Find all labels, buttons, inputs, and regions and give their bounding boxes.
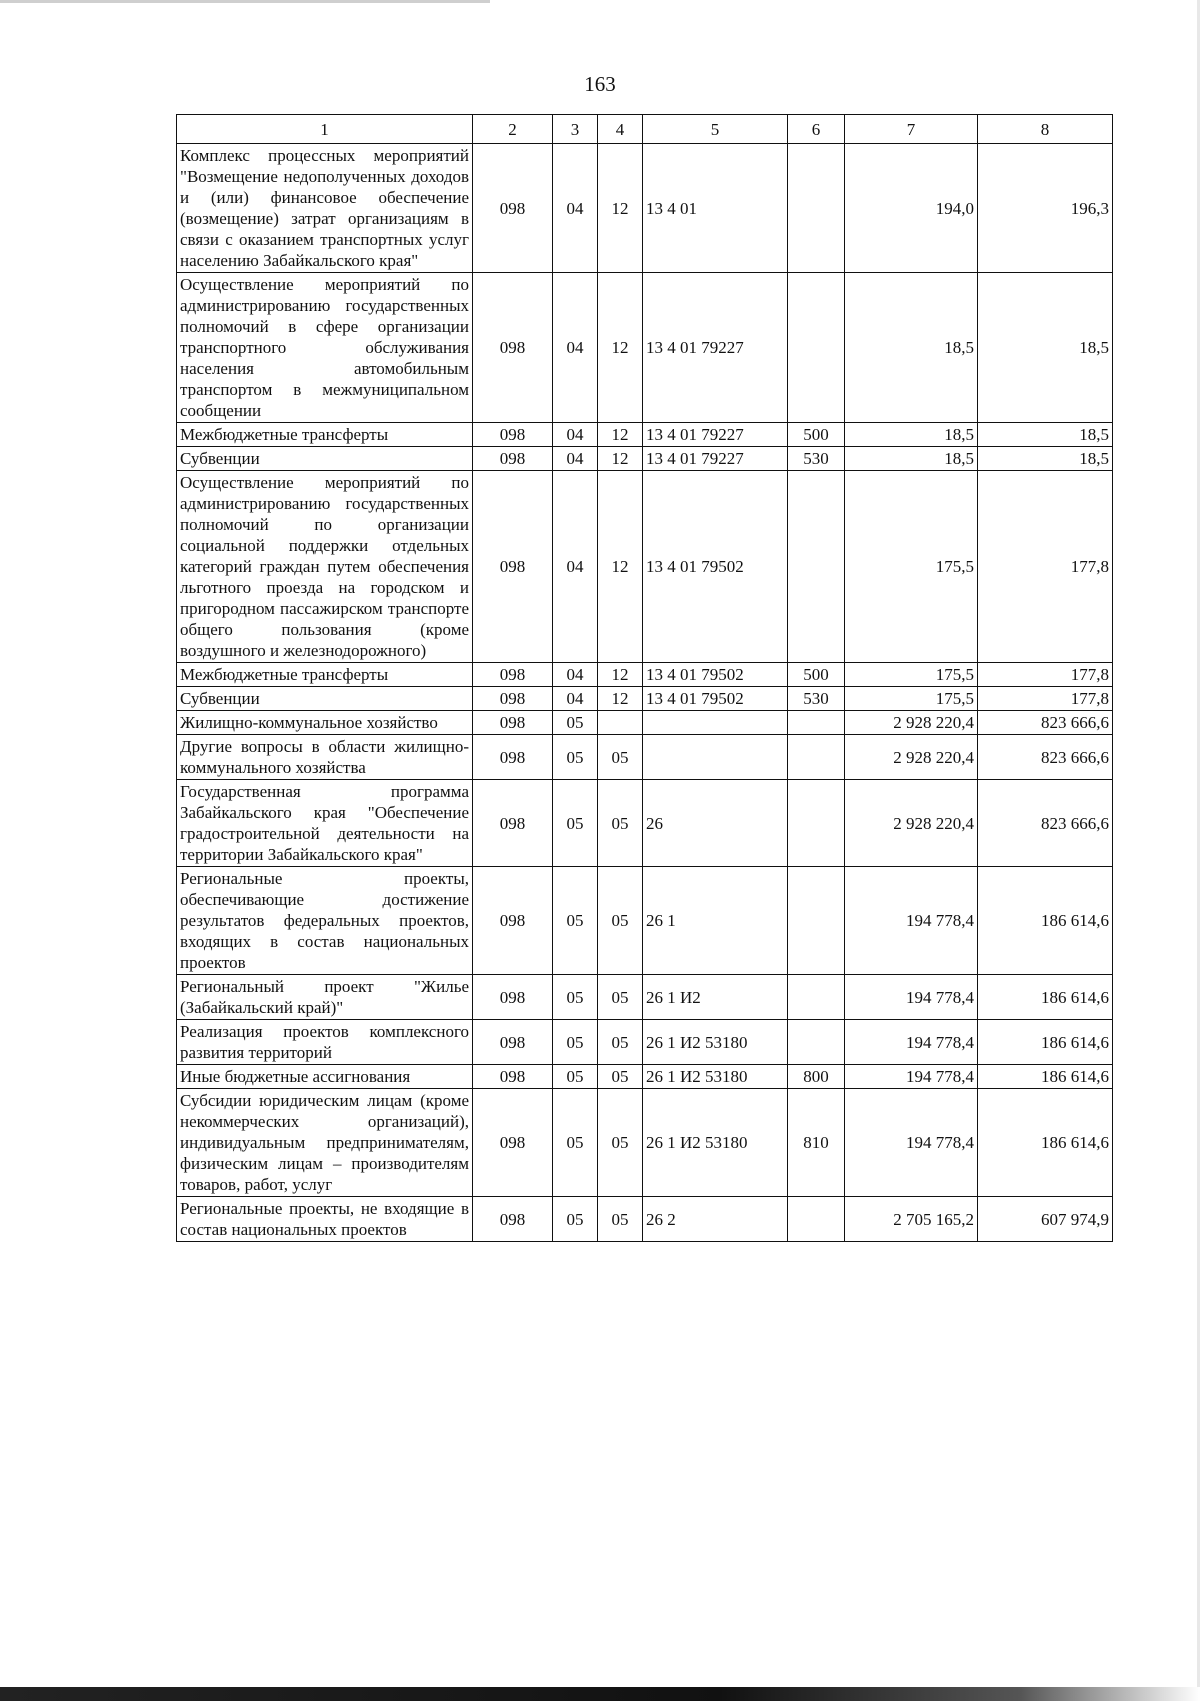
row-amount-year1: 194 778,4	[845, 867, 978, 975]
row-subsection-code: 05	[598, 1197, 643, 1242]
row-expense-type: 530	[788, 447, 845, 471]
row-section-code: 04	[553, 144, 598, 273]
scan-edge-top	[0, 0, 490, 3]
row-subsection-code: 05	[598, 1065, 643, 1089]
row-amount-year2: 186 614,6	[978, 867, 1113, 975]
row-name: Другие вопросы в области жилищно-коммунального хозяйства	[177, 735, 473, 780]
row-subsection-code: 12	[598, 273, 643, 423]
table-row	[177, 867, 1113, 975]
scan-edge-bottom	[0, 1687, 1200, 1701]
row-subsection-code: 12	[598, 663, 643, 687]
page-number: 163	[584, 72, 616, 96]
row-section-code: 05	[553, 1020, 598, 1065]
budget-table	[176, 114, 1113, 1242]
row-target-article: 26	[643, 780, 788, 867]
row-amount-year1: 194 778,4	[845, 1089, 978, 1197]
row-ministry-code: 098	[473, 471, 553, 663]
row-amount-year1: 175,5	[845, 663, 978, 687]
table-row	[177, 273, 1113, 423]
row-ministry-code: 098	[473, 867, 553, 975]
row-target-article: 26 1 И2 53180	[643, 1020, 788, 1065]
row-section-code: 04	[553, 471, 598, 663]
row-ministry-code: 098	[473, 1020, 553, 1065]
row-amount-year2: 823 666,6	[978, 780, 1113, 867]
row-target-article: 13 4 01 79227	[643, 447, 788, 471]
row-amount-year2: 177,8	[978, 663, 1113, 687]
row-amount-year2: 823 666,6	[978, 735, 1113, 780]
header-cell-3: 3	[553, 115, 598, 144]
row-amount-year2: 177,8	[978, 471, 1113, 663]
table-row	[177, 975, 1113, 1020]
row-expense-type: 500	[788, 663, 845, 687]
row-amount-year2: 18,5	[978, 273, 1113, 423]
row-subsection-code	[598, 711, 643, 735]
row-expense-type	[788, 273, 845, 423]
table-row	[177, 663, 1113, 687]
row-ministry-code: 098	[473, 423, 553, 447]
table-row	[177, 735, 1113, 780]
row-section-code: 05	[553, 975, 598, 1020]
header-cell-8: 8	[978, 115, 1113, 144]
row-expense-type	[788, 471, 845, 663]
row-name: Межбюджетные трансферты	[177, 423, 473, 447]
row-ministry-code: 098	[473, 1197, 553, 1242]
row-amount-year1: 175,5	[845, 471, 978, 663]
row-amount-year1: 175,5	[845, 687, 978, 711]
row-ministry-code: 098	[473, 1065, 553, 1089]
row-target-article: 26 2	[643, 1197, 788, 1242]
table-row	[177, 447, 1113, 471]
row-subsection-code: 12	[598, 423, 643, 447]
table-row	[177, 1197, 1113, 1242]
row-expense-type	[788, 711, 845, 735]
header-cell-7: 7	[845, 115, 978, 144]
row-amount-year1: 2 705 165,2	[845, 1197, 978, 1242]
row-name: Осуществление мероприятий по администрированию государственных полномочий в сфере организации транспортного обслуживания населения автомобильным транспортом в межмуниципальном сообщении	[177, 273, 473, 423]
row-section-code: 04	[553, 423, 598, 447]
row-subsection-code: 05	[598, 975, 643, 1020]
table-row	[177, 1020, 1113, 1065]
row-expense-type: 810	[788, 1089, 845, 1197]
row-subsection-code: 12	[598, 447, 643, 471]
row-amount-year2: 186 614,6	[978, 1089, 1113, 1197]
table-row	[177, 711, 1113, 735]
row-amount-year2: 18,5	[978, 423, 1113, 447]
row-section-code: 05	[553, 867, 598, 975]
row-expense-type	[788, 1020, 845, 1065]
row-amount-year2: 607 974,9	[978, 1197, 1113, 1242]
row-ministry-code: 098	[473, 1089, 553, 1197]
row-ministry-code: 098	[473, 273, 553, 423]
row-amount-year2: 18,5	[978, 447, 1113, 471]
row-amount-year2: 186 614,6	[978, 975, 1113, 1020]
row-expense-type	[788, 144, 845, 273]
row-name: Региональные проекты, обеспечивающие достижение результатов федеральных проектов, входящих в состав национальных проектов	[177, 867, 473, 975]
header-cell-2: 2	[473, 115, 553, 144]
row-amount-year2: 196,3	[978, 144, 1113, 273]
header-cell-6: 6	[788, 115, 845, 144]
row-target-article: 26 1 И2	[643, 975, 788, 1020]
row-target-article	[643, 735, 788, 780]
row-expense-type: 800	[788, 1065, 845, 1089]
header-cell-5: 5	[643, 115, 788, 144]
row-expense-type	[788, 780, 845, 867]
row-subsection-code: 05	[598, 1020, 643, 1065]
row-amount-year1: 194 778,4	[845, 1020, 978, 1065]
row-section-code: 04	[553, 687, 598, 711]
row-name: Реализация проектов комплексного развития территорий	[177, 1020, 473, 1065]
row-ministry-code: 098	[473, 663, 553, 687]
row-target-article: 13 4 01	[643, 144, 788, 273]
row-amount-year2: 177,8	[978, 687, 1113, 711]
row-target-article: 13 4 01 79502	[643, 663, 788, 687]
row-section-code: 05	[553, 780, 598, 867]
row-name: Жилищно-коммунальное хозяйство	[177, 711, 473, 735]
row-name: Субвенции	[177, 447, 473, 471]
row-target-article: 13 4 01 79502	[643, 687, 788, 711]
header-cell-1: 1	[177, 115, 473, 144]
row-section-code: 05	[553, 1089, 598, 1197]
table-row	[177, 471, 1113, 663]
table-row	[177, 1089, 1113, 1197]
row-amount-year1: 2 928 220,4	[845, 735, 978, 780]
row-expense-type	[788, 1197, 845, 1242]
row-subsection-code: 05	[598, 1089, 643, 1197]
row-name: Региональный проект "Жилье (Забайкальский край)"	[177, 975, 473, 1020]
row-section-code: 04	[553, 273, 598, 423]
row-target-article: 13 4 01 79227	[643, 273, 788, 423]
row-expense-type	[788, 867, 845, 975]
table-header-row	[177, 115, 1113, 144]
row-amount-year1: 194 778,4	[845, 975, 978, 1020]
row-name: Субвенции	[177, 687, 473, 711]
row-amount-year1: 18,5	[845, 447, 978, 471]
row-ministry-code: 098	[473, 711, 553, 735]
row-expense-type: 530	[788, 687, 845, 711]
row-name: Субсидии юридическим лицам (кроме некоммерческих организаций), индивидуальным предпринимателям, физическим лицам – производителям товаров, работ, услуг	[177, 1089, 473, 1197]
row-target-article: 13 4 01 79502	[643, 471, 788, 663]
row-section-code: 05	[553, 1197, 598, 1242]
row-amount-year1: 2 928 220,4	[845, 711, 978, 735]
row-subsection-code: 05	[598, 780, 643, 867]
row-amount-year1: 2 928 220,4	[845, 780, 978, 867]
row-expense-type	[788, 975, 845, 1020]
row-target-article: 26 1 И2 53180	[643, 1065, 788, 1089]
row-section-code: 05	[553, 1065, 598, 1089]
row-amount-year1: 18,5	[845, 273, 978, 423]
row-target-article	[643, 711, 788, 735]
table-row	[177, 687, 1113, 711]
row-amount-year2: 186 614,6	[978, 1020, 1113, 1065]
row-section-code: 04	[553, 663, 598, 687]
header-cell-4: 4	[598, 115, 643, 144]
row-section-code: 04	[553, 447, 598, 471]
table-row	[177, 144, 1113, 273]
row-subsection-code: 05	[598, 867, 643, 975]
row-amount-year1: 194 778,4	[845, 1065, 978, 1089]
row-ministry-code: 098	[473, 687, 553, 711]
row-amount-year2: 186 614,6	[978, 1065, 1113, 1089]
row-ministry-code: 098	[473, 447, 553, 471]
row-target-article: 26 1	[643, 867, 788, 975]
row-ministry-code: 098	[473, 780, 553, 867]
table-row	[177, 423, 1113, 447]
row-amount-year1: 18,5	[845, 423, 978, 447]
row-name: Осуществление мероприятий по администрированию государственных полномочий по организации социальной поддержки отдельных категорий граждан путем обеспечения льготного проезда на городском и пригородном пассажирском транспорте общего пользования (кроме воздушного и железнодорожного)	[177, 471, 473, 663]
row-target-article: 26 1 И2 53180	[643, 1089, 788, 1197]
row-ministry-code: 098	[473, 975, 553, 1020]
row-expense-type: 500	[788, 423, 845, 447]
row-name: Государственная программа Забайкальского края "Обеспечение градостроительной деятельности на территории Забайкальского края"	[177, 780, 473, 867]
row-name: Комплекс процессных мероприятий "Возмещение недополученных доходов и (или) финансовое обеспечение (возмещение) затрат организациям в связи с оказанием транспортных услуг населению Забайкальского края"	[177, 144, 473, 273]
row-name: Региональные проекты, не входящие в состав национальных проектов	[177, 1197, 473, 1242]
row-ministry-code: 098	[473, 735, 553, 780]
row-name: Межбюджетные трансферты	[177, 663, 473, 687]
table-row	[177, 1065, 1113, 1089]
row-name: Иные бюджетные ассигнования	[177, 1065, 473, 1089]
row-subsection-code: 12	[598, 471, 643, 663]
row-section-code: 05	[553, 711, 598, 735]
row-subsection-code: 05	[598, 735, 643, 780]
row-subsection-code: 12	[598, 144, 643, 273]
row-subsection-code: 12	[598, 687, 643, 711]
row-target-article: 13 4 01 79227	[643, 423, 788, 447]
row-section-code: 05	[553, 735, 598, 780]
row-amount-year2: 823 666,6	[978, 711, 1113, 735]
row-expense-type	[788, 735, 845, 780]
table-row	[177, 780, 1113, 867]
row-ministry-code: 098	[473, 144, 553, 273]
row-amount-year1: 194,0	[845, 144, 978, 273]
